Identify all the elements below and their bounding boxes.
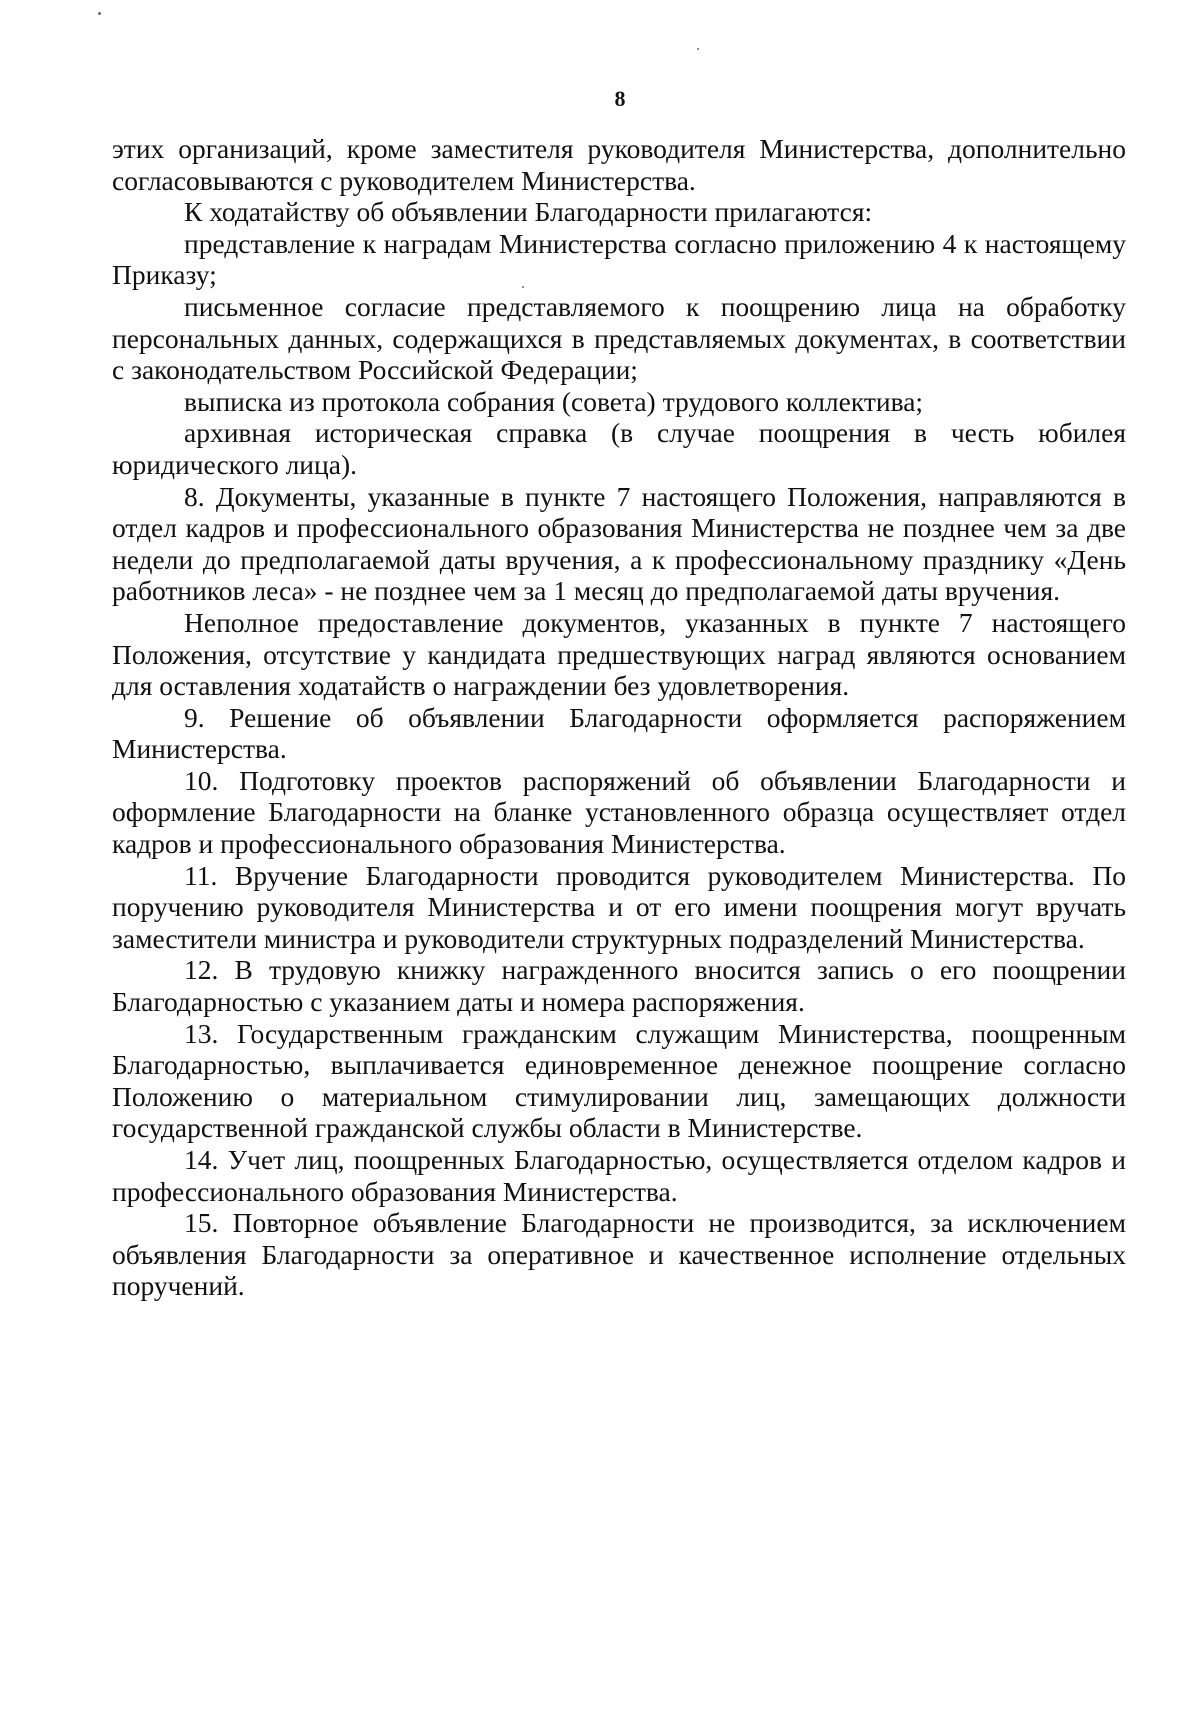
- paragraph-item-14: 14. Учет лиц, поощренных Благодарностью, осуществляется отделом кадров и профессионального образования Министерства.: [112, 1144, 1126, 1207]
- paragraph-item-8: 8. Документы, указанные в пункте 7 настоящего Положения, направляются в отдел кадров и профессионального образования Министерства не позднее чем за две недели до предполагаемой даты вручения, а к профессиональному празднику «День работников леса» - не позднее чем за 1 месяц до предполагаемой даты вручения.: [112, 480, 1126, 607]
- paragraph-item-11: 11. Вручение Благодарности проводится руководителем Министерства. По поручению руководителя Министерства и от его имени поощрения могут вручать заместители министра и руководители структурных подразделений Министерства.: [112, 859, 1126, 954]
- paragraph-item-13: 13. Государственным гражданским служащим Министерства, поощренным Благодарностью, выплачивается единовременное денежное поощрение согласно Положению о материальном стимулировании лиц, замещающих должности государственной гражданской службы области в Министерстве.: [112, 1017, 1126, 1144]
- paragraph: К ходатайству об объявлении Благодарности прилагаются:: [184, 196, 873, 228]
- paragraph-item-12: 12. В трудовую книжку награжденного вносится запись о его поощрении Благодарностью с указанием даты и номера распоряжения.: [112, 954, 1126, 1018]
- paragraph: представление к наградам Министерства согласно приложению 4 к настоящему Приказу;: [112, 227, 1126, 291]
- paragraph: письменное согласие представляемого к поощрению лица на обработку персональных данных, содержащихся в представляемых документах, в соответствии с законодательством Российской Федерации;: [112, 290, 1126, 386]
- scan-speck: [697, 48, 699, 50]
- page-number: 8: [614, 86, 626, 111]
- paragraph-item-10: 10. Подготовку проектов распоряжений об объявлении Благодарности и оформление Благодарности на бланке установленного образца осуществляет отдел кадров и профессионального образования Министерства.: [112, 764, 1126, 860]
- paragraph: этих организаций, кроме заместителя руководителя Министерства, дополнительно согласовываются с руководителем Министерства.: [112, 133, 1126, 196]
- document-body: [112, 133, 1126, 1302]
- paragraph-item-9: 9. Решение об объявлении Благодарности оформляется распоряжением Министерства.: [112, 701, 1126, 765]
- paragraph-item-15: 15. Повторное объявление Благодарности не производится, за исключением объявления Благодарности за оперативное и качественное исполнение отдельных поручений.: [112, 1207, 1126, 1302]
- paragraph: выписка из протокола собрания (совета) трудового коллектива;: [184, 385, 924, 417]
- paragraph: Неполное предоставление документов, указанных в пункте 7 настоящего Положения, отсутствие у кандидата предшествующих наград являются основанием для оставления ходатайств о награждении без удовлетворения.: [112, 606, 1126, 702]
- paragraph: архивная историческая справка (в случае поощрения в честь юбилея юридического лица).: [112, 417, 1126, 480]
- scan-speck: [98, 12, 101, 15]
